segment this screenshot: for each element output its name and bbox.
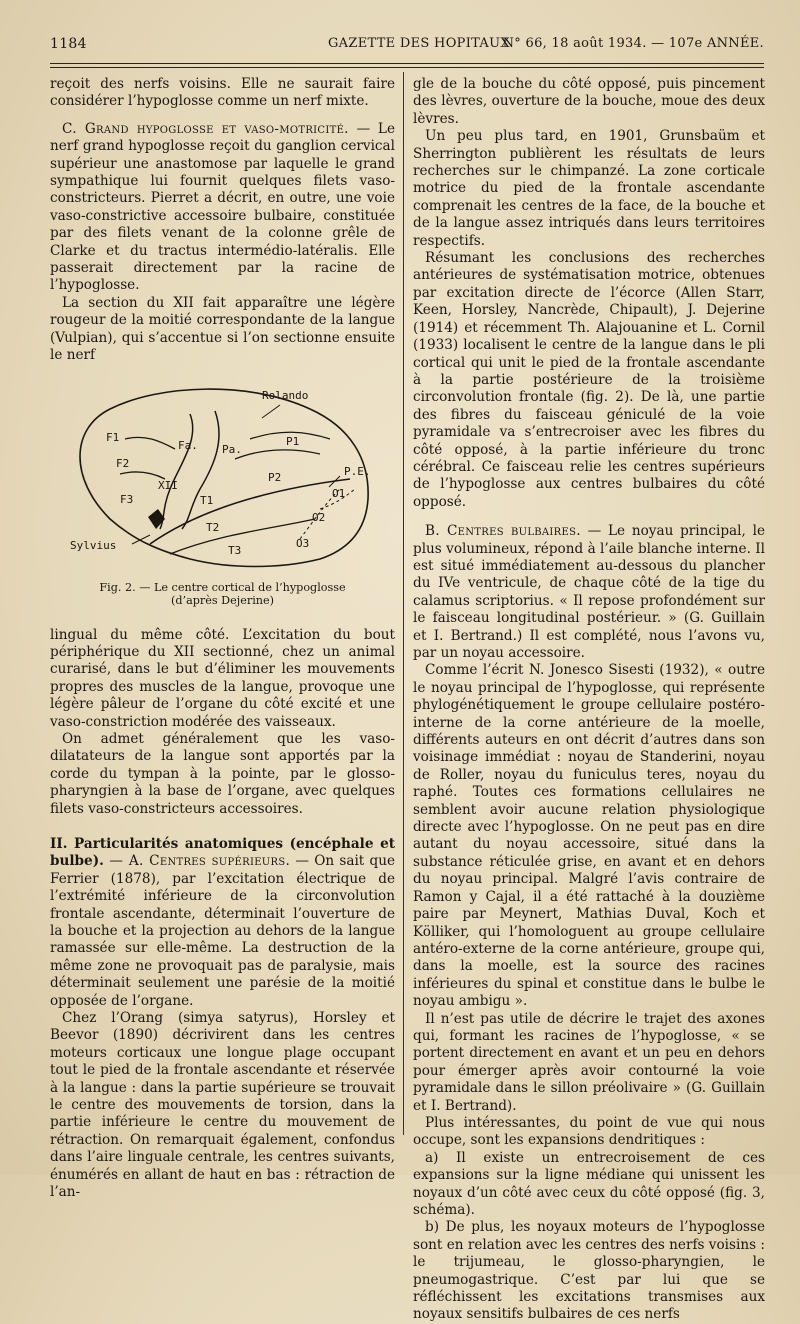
paragraph: [50, 836, 395, 1010]
header-rule-top: [50, 63, 764, 64]
journal-title: GAZETTE DES HOPITAUX: [328, 36, 510, 51]
label-pa: Pa.: [222, 442, 242, 456]
brain-diagram: [50, 369, 395, 579]
label-f1: F1: [106, 430, 120, 444]
label-o2: O2: [312, 510, 326, 524]
page-header: [50, 36, 764, 58]
paragraph: Un peu plus tard, en 1901, Grunsbaüm et Sherrington publièrent les résultats de leurs recherches sur le chimpanzé. La zone corticale motrice du pied de la frontale ascendante comprenait les centres de la face, de la bouche et de la langue assez intriqués dans leurs territoires respectifs.: [413, 128, 765, 249]
issue-info: N° 66, 18 août 1934. — 107e ANNÉE.: [502, 36, 764, 51]
left-column: [50, 76, 395, 1202]
paragraph: reçoit des nerfs voisins. Elle ne saurait faire considérer l’hypoglosse comme un nerf mixte.: [50, 76, 395, 110]
paragraph: Résumant les conclusions des recherches antérieures de systématisation motrice, obtenues par excitation directe de l’écorce (Allen Starr, Keen, Horsley, Nancrède, Chipault), J. Dejerine (1914) et récemment Th. Alajouanine et L. Cornil (1933) localisent le centre de la langue dans le pli cortical qui unit le pied de la frontale ascendante à la partie postérieure de la troisième circonvolution frontale (fig. 2). De là, une partie des fibres du faisceau géniculé de la voie pyramidale va s’entrecroiser avec les fibres du côté opposé, à la partie inférieure du tronc cérébral. Ce faisceau relie les centres supérieurs de l’hypoglosse aux centres bulbaires du côté opposé.: [413, 250, 765, 510]
column-divider: [403, 72, 404, 1135]
label-f3: F3: [120, 492, 134, 506]
sulcus: [235, 449, 320, 458]
paragraph: Plus intéressantes, du point de vue qui nous occupe, sont les expansions dendritiques :: [413, 1114, 765, 1149]
section-heading: II. Particularités anatomiques (encéphale et bulbe).: [50, 835, 395, 870]
paragraph-text: — Le nerf grand hypoglosse reçoit du ganglion cervical supérieur une anastomose par laquelle le grand sympathique lui fournit quelques filets vaso-constricteurs. Pierret a décrit, en outre, une voie vaso-constrictive accessoire bulbaire, constituée par des filets venant de la colonne grêle de Clarke et du tractus intermédio-latéralis. Elle passerait directement par la racine de l’hypoglosse.: [50, 120, 395, 294]
label-p1: P1: [286, 434, 300, 448]
label-t1: T1: [200, 493, 214, 507]
paragraph: Comme l’écrit N. Jonesco Sisesti (1932), « outre le noyau principal de l’hypoglosse, qui représente phylogénétiquement le groupe cellulaire postéro-interne de la corne antérieure de la moelle, différents auteurs en ont décrit d’autres dans son voisinage immédiat : noyau de Standerini, noyau de Roller, noyau du funiculus teres, noyau du raphé. Toutes ces formations cellulaires ne semblent avoir aucune relation physiologique directe avec l’hypoglosse. On ne peut pas en dire autant du noyau accessoire, situé dans la substance réticulée grise, en avant et en dehors du noyau principal. Malgré l’avis contraire de Ramon y Cajal, il a été rattaché à la douzième paire par Meynert, Mathias Duval, Koch et Kölliker, qui l’homologuent au groupe cellulaire antéro-externe de la corne antérieure, groupe qui, dans la moelle, est la source des racines inférieures du spinal et constitue dans le bulbe le noyau ambigu ».: [413, 662, 765, 1010]
sulcus: [170, 519, 315, 554]
brain-outline: [80, 389, 368, 566]
paragraph: Il n’est pas utile de décrire le trajet des axones qui, formant les racines de l’hypoglosse, « se portent directement en avant et un peu en dehors pour émerger après avoir contourné la voie pyramidale dans le sillon préolivaire » (G. Guillain et I. Bertrand).: [413, 1010, 765, 1114]
central-sulcus: [160, 414, 193, 529]
xii-centre-marker: [148, 509, 165, 529]
paragraph: [50, 121, 395, 295]
paragraph: La section du XII fait apparaître une légère rougeur de la moitié correspondante de la langue (Vulpian), qui s’accentue si l’on sectionne ensuite le nerf: [50, 294, 395, 364]
figure-caption: [50, 581, 395, 607]
label-o1: O1: [332, 486, 346, 500]
figure-brain-diagram: [50, 369, 395, 617]
caption-line: Fig. 2. — Le centre cortical de l’hypoglosse: [99, 580, 346, 594]
paragraph: [413, 523, 765, 662]
paragraph: Chez l’Orang (simya satyrus), Horsley et Beevor (1890) décrivirent dans les centres moteurs corticaux une longue plage occupant tout le pied de la frontale ascendante et réservée à la langue : dans la partie supérieure se trouvait le centre des mouvements de torsion, dans la partie inférieure le centre du mouvement de rétraction. On remarquait également, confondus dans l’aire linguale centrale, les centres suivants, énumérés en allant de haut en bas : rétraction de l’an-: [50, 1010, 395, 1201]
right-column: [413, 76, 765, 1324]
page-number: 1184: [50, 36, 87, 52]
section-heading: B. Centres bulbaires.: [425, 523, 581, 540]
label-sylvius: Sylvius: [70, 538, 117, 552]
label-o3: O3: [296, 536, 310, 550]
label-f2: F2: [116, 456, 130, 470]
header-rule-bottom: [50, 67, 764, 68]
paragraph: a) Il existe un entrecroisement de ces expansions sur la ligne médiane qui unissent les noyaux d’un côté avec ceux du côté opposé (fig. 3, schéma).: [413, 1149, 765, 1218]
sulcus: [125, 437, 175, 449]
paragraph: On admet généralement que les vaso-dilatateurs de la langue sont apportés par la corde du tympan à la pointe, par le glosso-pharyngien à la base de l’organe, avec quelques filets vaso-constricteurs accessoires.: [50, 730, 395, 817]
paragraph-text: — On sait que Ferrier (1878), par l’excitation électrique de l’extrémité inférieure de la circonvolution frontale ascendante, déterminait l’ouverture de la bouche et la projection au dehors de la langue ramassée sur elle-même. La destruction de la même zone ne provoquait pas de paralysie, mais déterminait seulement une parésie de la moitié opposée de l’organe.: [50, 853, 396, 1009]
paragraph-text: — Le noyau principal, le plus volumineux, répond à l’aile blanche interne. Il est situé immédiatement au-dessous du plancher du IVe ventricule, de chaque côté de la tige du calamus scriptorius. « Il repose profondément sur le faisceau longitudinal postérieur. » (G. Guillain et I. Bertrand.) Il est complété, nous l’avons vu, par un noyau accessoire.: [413, 523, 765, 661]
rolando-arrow: [262, 405, 280, 418]
section-heading: C. Grand hypoglosse et vaso-motricité.: [62, 120, 349, 137]
paragraph: gle de la bouche du côté opposé, puis pincement des lèvres, ouverture de la bouche, moue des deux lèvres.: [413, 76, 765, 127]
subsection-heading: — A. Centres supérieurs.: [103, 853, 291, 870]
caption-line: (d’après Dejerine): [171, 593, 274, 607]
label-rolando: Rolando: [262, 388, 309, 402]
label-xii: XII: [158, 478, 178, 492]
label-pe: P.E.: [344, 464, 371, 478]
label-p2: P2: [268, 470, 282, 484]
label-fa: Fa.: [178, 438, 198, 452]
label-t3: T3: [228, 543, 242, 557]
label-t2: T2: [206, 520, 220, 534]
paragraph: b) De plus, les noyaux moteurs de l’hypoglosse sont en relation avec les centres des nerfs voisins : le trijumeau, le glosso-pharyngien, le pneumogastrique. C’est par lui que se réfléchissent les excitations transmises aux noyaux sensitifs bulbaires de ces nerfs: [413, 1219, 765, 1323]
sulcus: [120, 471, 165, 478]
paragraph: lingual du même côté. L’excitation du bout périphérique du XII sectionné, chez un animal curarisé, dans le but d’éliminer les mouvements propres des muscles de la langue, provoque une légère pâleur de l’organe du côté excité et une vaso-constriction modérée des vaisseaux.: [50, 626, 395, 730]
